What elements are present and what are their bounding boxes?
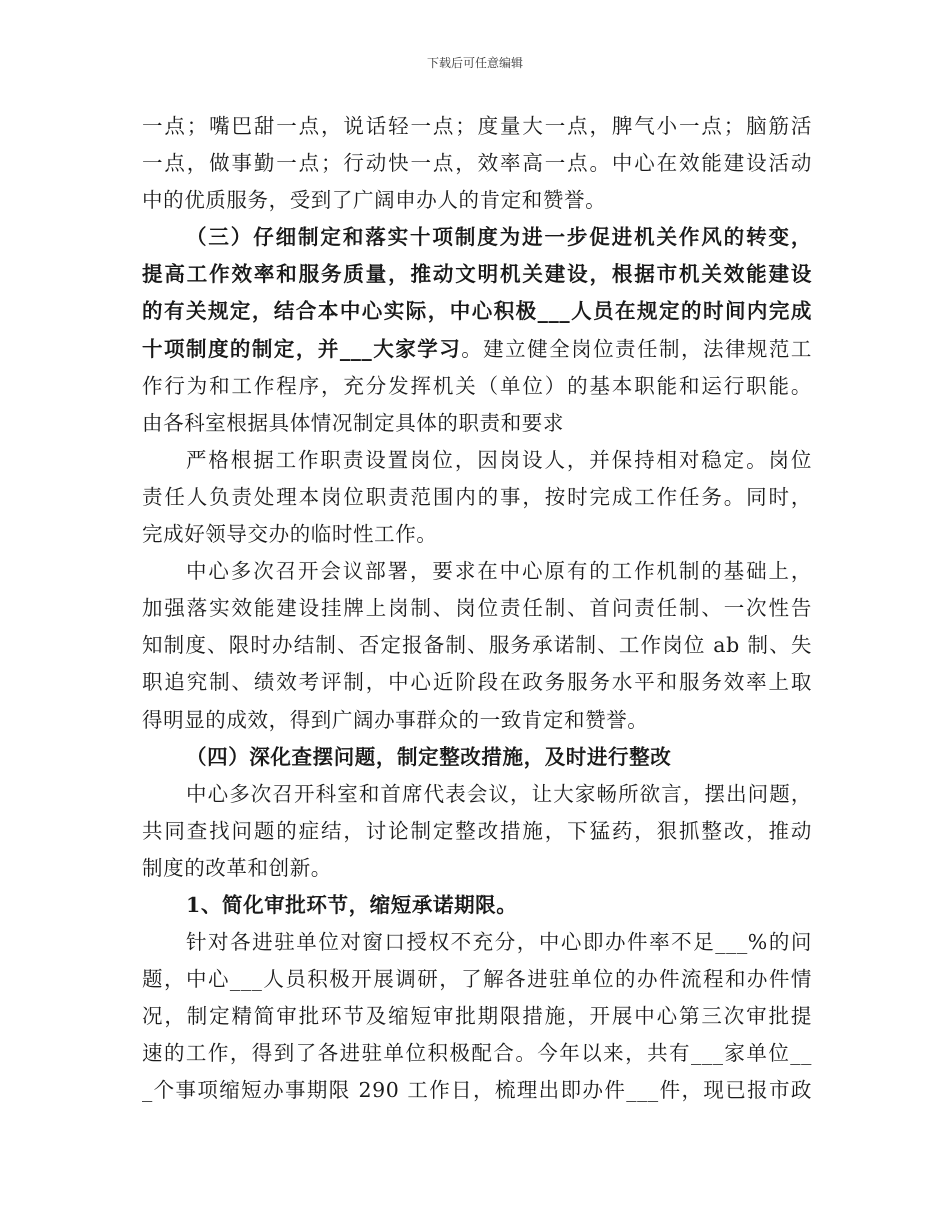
text-line: 中的优质服务，受到了广阔申办人的肯定和赞誉。 [142,188,607,213]
text-line: 的有关规定，结合本中心实际，中心积极___人员在规定的时间内完成 [142,299,812,324]
paragraph-start: 中心多次召开科室和首席代表会议，让大家畅所欲言，摆出问题， [186,781,812,806]
document-body [142,108,812,1110]
text-line-mixed [142,331,812,368]
text-line: 责任人负责处理本岗位职责范围内的事，按时完成工作任务。同时， [142,484,812,509]
section-heading-4: （四）深化查摆问题，制定整改措施，及时进行整改 [186,744,672,769]
page-header: 下载后可任意编辑 [426,56,523,70]
bold-run: 十项制度的制定，并___大家学习 [142,336,462,361]
text-line: 一点；嘴巴甜一点，说话轻一点；度量大一点，脾气小一点；脑筋活 [142,114,812,138]
text-line: 完成好领导交办的临时性工作。 [142,522,438,547]
text-line: 作行为和工作程序，充分发挥机关（单位）的基本职能和运行职能。 [142,373,812,398]
text-line: 况，制定精简审批环节及缩短审批期限措施，开展中心第三次审批提 [142,1004,812,1029]
text-line: 职追究制、绩效考评制，中心近阶段在政务服务水平和服务效率上取 [142,670,812,695]
text-line: 知制度、限时办结制、否定报备制、服务承诺制、工作岗位 ab 制、失 [142,633,812,658]
paragraph-start: 针对各进驻单位对窗口授权不充分，中心即办件率不足___%的问 [186,930,812,955]
paragraph-start: 中心多次召开会议部署，要求在中心原有的工作机制的基础上， [186,559,812,584]
text-line: 题，中心___人员积极开展调研，了解各进驻单位的办件流程和办件情 [142,967,812,992]
text-line: 一点，做事勤一点；行动快一点，效率高一点。中心在效能建设活动 [142,151,812,176]
text-line: 共同查找问题的症结，讨论制定整改措施，下猛药，狠抓整改，推动 [142,818,812,843]
text-line: _个事项缩短办事期限 290 工作日，梳理出即办件___件，现已报市政 [142,1078,812,1103]
text-line: 加强落实效能建设挂牌上岗制、岗位责任制、首问责任制、一次性告 [142,596,812,621]
section-heading-3: （三）仔细制定和落实十项制度为进一步促进机关作风的转变， [186,225,812,250]
text-line: 提高工作效率和服务质量，推动文明机关建设，根据市机关效能建设 [142,262,812,287]
paragraph-start: 严格根据工作职责设置岗位，因岗设人，并保持相对稳定。岗位 [186,447,812,472]
subsection-heading-1: 1、简化审批环节，缩短承诺期限。 [186,892,518,917]
normal-run: 。建立健全岗位责任制，法律规范工 [461,336,812,361]
text-line: 由各科室根据具体情况制定具体的职责和要求 [142,410,564,435]
text-line: 得明显的成效，得到广阔办事群众的一致肯定和赞誉。 [142,707,649,732]
text-line: 速的工作，得到了各进驻单位积极配合。今年以来，共有___家单位__ [142,1041,812,1066]
text-line: 制度的改革和创新。 [142,855,332,880]
